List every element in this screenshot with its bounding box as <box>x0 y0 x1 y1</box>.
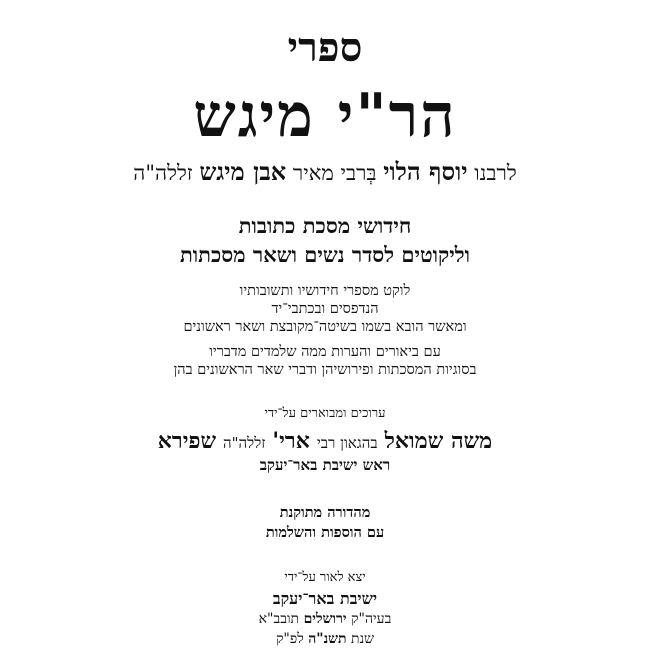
year-suffix: לפ"ק <box>275 631 304 647</box>
book-main-title: הר"י מיגש <box>193 81 457 151</box>
subtitle-line-2: וליקוטים לסדר נשים ושאר מסכתות <box>179 242 471 267</box>
editor-surname: שפירא <box>157 428 217 454</box>
place-name: ירושלים <box>303 611 347 627</box>
author-line <box>0 157 650 186</box>
year-prefix: שנת <box>351 631 375 647</box>
year-value: תשנ"ה <box>308 631 347 647</box>
publisher-intro: יצא לאור על־ידי <box>284 570 366 585</box>
explanations-line-2: בסוגיות המסכתות ופירושיהן ודברי שאר הראשונים בהן <box>173 362 477 378</box>
place-prefix: בעיה"ק <box>351 611 392 627</box>
publication-place <box>0 612 650 626</box>
publication-year <box>0 632 650 646</box>
book-series-title: ספרי <box>287 24 363 71</box>
collected-line-3: ומאשר הובא בשמו בשיטה־מקובצת ושאר ראשונים <box>183 319 467 335</box>
editor-name-line <box>0 430 650 453</box>
editor-title: ראש ישיבת באר־יעקב <box>259 456 391 474</box>
editor-father-name: ארי' <box>272 428 310 454</box>
editor-zl: זללה"ה <box>223 434 266 452</box>
place-suffix: תובב"א <box>258 611 300 627</box>
editor-intro: ערוכים ומבוארים על־ידי <box>264 406 386 421</box>
collected-line-1: לוקט מספרי חידושיו ותשובותיו <box>239 283 411 299</box>
subtitle-line-1: חידושי מסכת כתובות <box>238 213 412 238</box>
editor-first-name: משה שמואל <box>384 428 493 454</box>
author-honorific: זללה"ה <box>133 161 193 185</box>
author-family-name: אבן מיגש <box>199 157 287 186</box>
edition-line-1: מהדורה מתוקנת <box>279 504 371 521</box>
editor-honorific: בהגאון רבי <box>316 434 378 452</box>
publisher-name: ישיבת באר־יעקב <box>272 589 378 608</box>
explanations-line-1: עם ביאורים והערות ממה שלמדים מדבריו <box>209 344 441 360</box>
edition-line-2: עם הוספות והשלמות <box>265 524 385 541</box>
collected-line-2: הנדפסים ובכתבי־יד <box>271 301 379 317</box>
author-father: בְּרבי מאיר <box>292 161 377 185</box>
author-prefix: לרבנו <box>474 161 517 185</box>
author-name: יוסף הלוי <box>383 157 468 186</box>
